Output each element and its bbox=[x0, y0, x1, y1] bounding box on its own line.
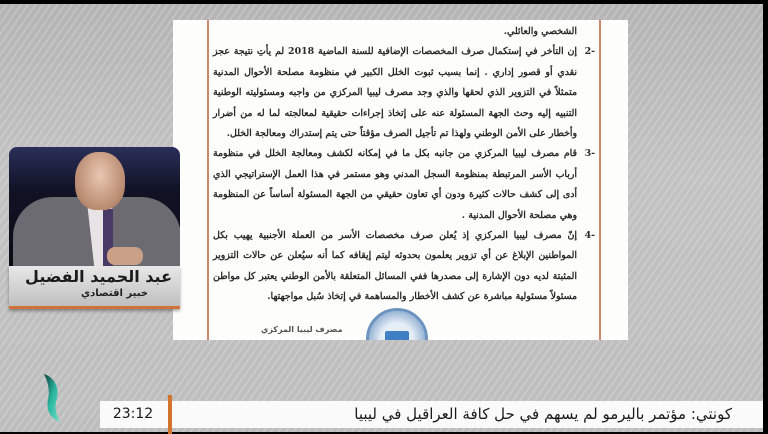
document-text bbox=[213, 22, 595, 308]
item-text: قام مصرف ليبيا المركزي من جانبه بكل ما في إمكانه لكشف ومعالجة الخلل في منظومة أرباب الأسر المرتبطة بمنظومة السجل المدني وهو مستمر في هذا العمل الإستراتيجي الذي أدى إلى كشف حالات كثيرة ودون أي تعاون حقيقي من الجهة المسئولة أساساً عن المنظومة وهي مصلحة الأحوال المدنية . bbox=[213, 148, 577, 221]
ticker-headline: كونتي: مؤتمر باليرمو لم يسهم في حل كافة العراقيل في ليبيا bbox=[354, 405, 732, 423]
document-panel bbox=[173, 20, 628, 340]
item-text: إنّ مصرف ليبيا المركزي إذ يُعلن صرف مخصصات الأسر من العملة الأجنبية يهيب بكل المواطنين الإبلاغ عن أي تزوير يعلمون بحدوثه ليتم إيقافه كما أنه سيُعلن عن حالات التزوير المثبتة لديه دون الإشارة إلى مصدرها ففي المسائل المتعلقة بالأمن الوطني يعتبر كل مواطن مسئولاً مسئولية مباشرة عن كشف الأخطار والمساهمة في إتخاذ سُبل مواجهتها. bbox=[213, 230, 577, 303]
document-item-2 bbox=[213, 42, 595, 144]
guest-video-feed bbox=[9, 147, 180, 267]
news-ticker bbox=[100, 401, 763, 428]
document-intro-line: الشخصي والعائلي. bbox=[503, 26, 577, 37]
document-item-3 bbox=[213, 144, 595, 226]
item-number: -2 bbox=[584, 46, 595, 58]
guest-title: خبير اقتصادي bbox=[80, 288, 148, 299]
guest-name: عبد الحميد الفضيل bbox=[25, 267, 172, 286]
document-item-4 bbox=[213, 226, 595, 308]
document-left-border bbox=[207, 20, 209, 340]
central-bank-seal-icon bbox=[366, 308, 428, 340]
guest-hand bbox=[107, 247, 143, 265]
ticker-clock: 23:12 bbox=[112, 406, 154, 422]
item-number: -4 bbox=[584, 230, 595, 242]
guest-nameplate bbox=[9, 266, 180, 309]
item-text: إن التأخر في إستكمال صرف المخصصات الإضافية للسنة الماضية 2018 لم يأتِ نتيجة عجز نقدي أو قصور إداري . إنما بسبب ثبوت الخلل الكبير في منظومة مصلحة الأحوال المدنية متمثلاً في التزوير الذي لحقها والذي وجد مصرف ليبيا المركزي من واجبه ومسئوليته الوطنية التنبيه إليه وحث الجهة المسئولة عنه على إتخاذ إجراءات حقيقية لمعالجته لما له من أضرار وأخطار على الأمن الوطني ولهذا تم تأجيل الصرف مؤقتاً حتى يتم إستدراك ومعالجة الخلل. bbox=[213, 46, 577, 140]
document-right-border bbox=[599, 20, 601, 340]
broadcast-frame bbox=[0, 4, 763, 432]
signature-fragment: مصرف ليبيا المركزي bbox=[261, 325, 343, 334]
feather-logo-icon bbox=[40, 372, 64, 424]
item-number: -3 bbox=[584, 148, 595, 160]
ticker-separator bbox=[168, 395, 172, 434]
guest-head bbox=[75, 152, 125, 210]
